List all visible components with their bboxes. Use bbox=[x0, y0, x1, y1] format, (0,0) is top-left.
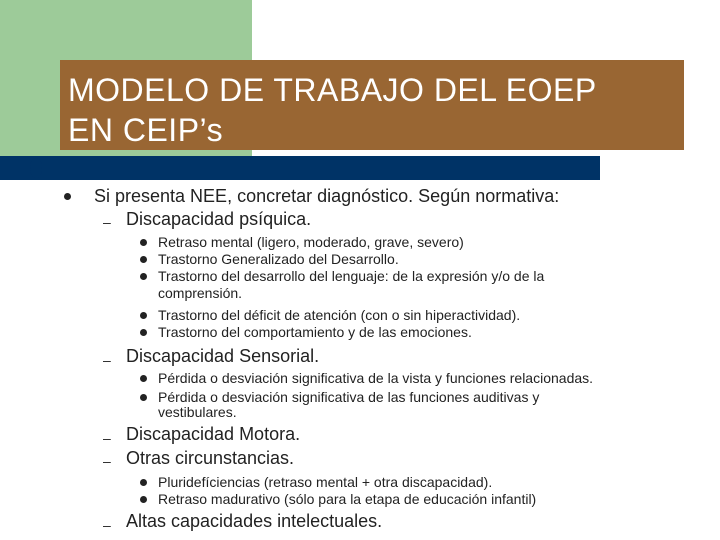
section-label: Altas capacidades intelectuales. bbox=[126, 511, 383, 531]
list-item: Trastorno Generalizado del Desarrollo. bbox=[158, 251, 399, 267]
list-item: Pérdida o desviación significativa de la vista y funciones relacionadas. bbox=[158, 370, 594, 386]
bullet-icon bbox=[140, 273, 147, 280]
bullet-icon bbox=[140, 256, 147, 263]
dash-icon: – bbox=[103, 352, 111, 368]
list-item: Pérdida o desviación significativa de las funciones auditivas y bbox=[158, 389, 540, 405]
bullet-icon bbox=[140, 239, 147, 246]
bullet-icon bbox=[140, 479, 147, 486]
bullet-icon bbox=[140, 375, 147, 382]
bullet-icon bbox=[140, 394, 147, 401]
bullet-icon bbox=[140, 312, 147, 319]
section-label: Discapacidad Sensorial. bbox=[126, 346, 320, 366]
intro-text: Si presenta NEE, concretar diagnóstico. Según normativa: bbox=[94, 186, 560, 206]
section-label: Otras circunstancias. bbox=[126, 448, 295, 468]
bullet-icon bbox=[64, 193, 71, 200]
dash-icon: – bbox=[103, 517, 111, 533]
list-item: Trastorno del comportamiento y de las emociones. bbox=[158, 324, 472, 340]
list-item: Retraso mental (ligero, moderado, grave, severo) bbox=[158, 234, 464, 250]
list-item: Retraso madurativo (sólo para la etapa de educación infantil) bbox=[158, 491, 537, 507]
list-item-continuation: comprensión. bbox=[158, 285, 243, 301]
section-label: Discapacidad Motora. bbox=[126, 424, 301, 444]
dash-icon: – bbox=[103, 214, 111, 230]
slide-title: MODELO DE TRABAJO DEL EOEP EN CEIP’s bbox=[68, 72, 597, 148]
list-item-continuation: vestibulares. bbox=[158, 404, 237, 420]
dash-icon: – bbox=[103, 430, 111, 446]
list-item: Trastorno del desarrollo del lenguaje: de la expresión y/o de la bbox=[158, 268, 545, 284]
bullet-icon bbox=[140, 496, 147, 503]
list-item: Pluridefíciencias (retraso mental + otra discapacidad). bbox=[158, 474, 493, 490]
section-label: Discapacidad psíquica. bbox=[126, 209, 312, 229]
bullet-icon bbox=[140, 329, 147, 336]
dash-icon: – bbox=[103, 453, 111, 469]
list-item: Trastorno del déficit de atención (con o sin hiperactividad). bbox=[158, 307, 521, 323]
